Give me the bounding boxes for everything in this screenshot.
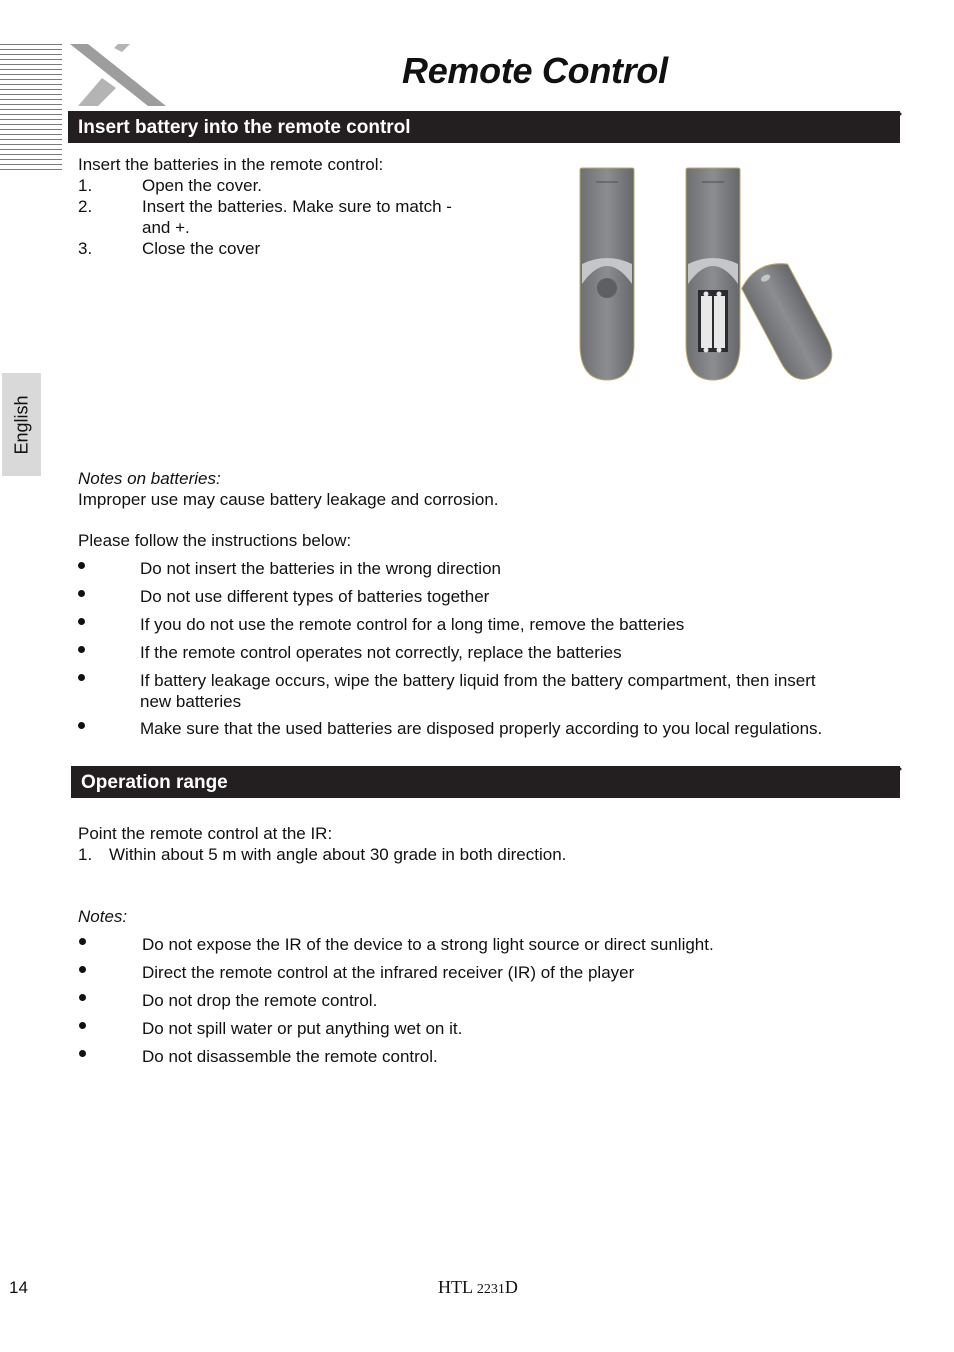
list-item [78,934,898,955]
section-heading: Insert battery into the remote control [78,117,411,138]
step-number: 3. [78,239,93,258]
battery-notes-text: Improper use may cause battery leakage and corrosion. [78,490,499,509]
bullet-text: Make sure that the used batteries are disposed properly according to you local regulations. [140,719,823,738]
section-heading-bar [68,111,900,143]
step-text: Close the cover [142,239,261,258]
bullet-icon [78,722,85,729]
dot-pattern-icon [860,111,904,143]
bullet-icon [79,938,86,945]
bullet-text: Do not disassemble the remote control. [142,1047,438,1066]
bullet-text: If battery leakage occurs, wipe the battery liquid from the battery compartment, then insert [140,671,816,690]
list-item [78,1046,898,1067]
bullet-text: Do not drop the remote control. [142,991,378,1010]
page-title: Remote Control [402,50,668,91]
bullet-text: If you do not use the remote control for a long time, remove the batteries [140,615,685,634]
dot-pattern-icon [860,766,904,798]
bullet-icon [79,1050,86,1057]
remote-control-illustration [572,164,842,386]
bullet-icon [79,1022,86,1029]
step-text: Within about 5 m with angle about 30 grade in both direction. [109,845,567,864]
section-heading-bar [71,766,900,798]
list-item [78,558,898,579]
list-item [78,614,898,635]
battery-cover-icon [737,256,840,386]
list-item [78,586,898,607]
remote-open-icon [686,168,740,380]
list-item [78,962,898,983]
list-item [78,196,498,238]
list-item [78,642,898,663]
bullet-text: Do not insert the batteries in the wrong direction [140,559,501,578]
bullet-icon [78,590,85,597]
section-heading: Operation range [81,772,228,793]
bullet-text: Direct the remote control at the infrared receiver (IR) of the player [142,963,635,982]
brand-logo-icon [68,42,168,108]
model-suffix: D [504,1277,518,1297]
bullet-icon [78,646,85,653]
model-number: 2231 [476,1282,505,1297]
bullet-icon [78,562,85,569]
bullet-text: If the remote control operates not correctly, replace the batteries [140,643,622,662]
bullet-text-continued: new batteries [140,692,242,711]
bullet-icon [78,674,85,681]
language-label: English [11,394,31,455]
header-stripes [0,44,62,172]
step-text-continued: and +. [142,218,190,237]
operation-notes-title: Notes: [78,907,128,926]
remote-closed-icon [580,168,634,380]
operation-intro-text: Point the remote control at the IR: [78,824,333,843]
page-number: 14 [9,1278,28,1297]
battery-intro-text: Insert the batteries in the remote control: [78,155,384,174]
list-item [78,1018,898,1039]
model-name [438,1277,518,1298]
step-text: Open the cover. [142,176,263,195]
bullet-text: Do not expose the IR of the device to a strong light source or direct sunlight. [142,935,714,954]
model-prefix: HTL [438,1277,473,1297]
step-text: Insert the batteries. Make sure to match - [142,197,452,216]
bullet-icon [78,618,85,625]
step-number: 1. [78,176,93,195]
follow-instructions-text: Please follow the instructions below: [78,531,352,550]
list-item [78,670,898,712]
list-item [78,718,898,739]
bullet-text: Do not spill water or put anything wet on it. [142,1019,463,1038]
bullet-icon [79,994,86,1001]
bullet-text: Do not use different types of batteries together [140,587,490,606]
battery-notes-title: Notes on batteries: [78,469,221,488]
language-tab [2,373,41,476]
list-item [78,238,498,259]
list-item [78,990,898,1011]
step-number: 1. [78,845,93,864]
bullet-icon [79,966,86,973]
step-number: 2. [78,197,93,216]
list-item [78,844,898,865]
list-item [78,175,498,196]
